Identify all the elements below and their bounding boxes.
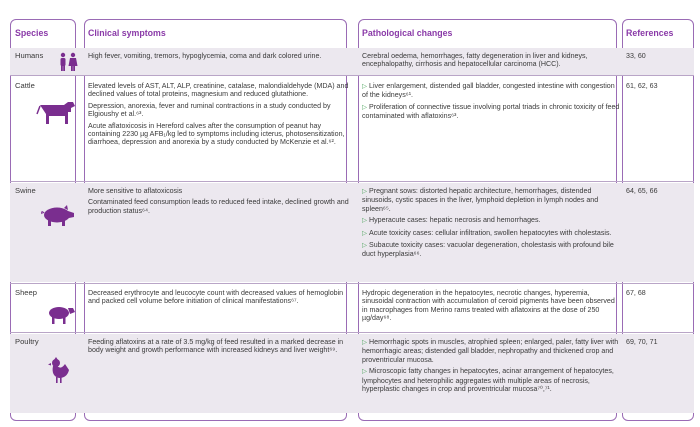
table-row: [10, 334, 694, 413]
header-species: Species: [15, 28, 49, 38]
pathological-changes-cell: [362, 187, 620, 262]
header-pathological: Pathological changes: [362, 28, 453, 38]
header-references: References: [626, 28, 674, 38]
pathological-text: Hyperacute cases: hepatic necrosis and hemorrhages.: [369, 216, 541, 225]
pathological-text: Subacute toxicity cases: vacuolar degeneration, cholestasis with profound bile duct hyperplasia⁶⁶.: [362, 241, 614, 259]
row-divider: [10, 283, 694, 284]
pathological-text: Microscopic fatty changes in hepatocytes, acinar arrangement of hepatocytes, lymphocytes and heterophilic aggregates with multiple areas of necrosis, hyperplastic changes in crop and proventricular mucosa⁷⁰,⁷¹.: [362, 367, 614, 394]
arrow-bullet-icon: ▷: [362, 188, 367, 195]
pathological-changes-cell: [362, 52, 620, 72]
references-cell: 64, 65, 66: [626, 187, 658, 195]
arrow-bullet-icon: ▷: [362, 229, 367, 237]
clinical-symptoms-cell: [88, 52, 350, 63]
pathological-text: Proliferation of connective tissue involving portal triads in chronic toxicity of feed contaminated with aflatoxins⁶³.: [362, 102, 620, 121]
pathological-changes-cell: [362, 82, 620, 124]
cow-icon: [36, 98, 76, 124]
arrow-bullet-icon: ▷: [362, 83, 367, 90]
pathological-item: [362, 216, 620, 225]
pathological-item: [362, 103, 620, 121]
species-label: Humans: [15, 51, 44, 60]
table-row: [10, 285, 694, 331]
references-cell: 69, 70, 71: [626, 338, 658, 346]
table-row: [10, 48, 694, 75]
humans-icon: [56, 52, 80, 72]
pathological-text: Acute toxicity cases: cellular infiltration, swollen hepatocytes with cholestasis.: [369, 228, 612, 237]
row-divider: [10, 75, 694, 76]
pathological-item: [362, 338, 620, 364]
references-cell: 33, 60: [626, 52, 646, 60]
references-cell: 61, 62, 63: [626, 82, 658, 90]
pathological-changes-cell: [362, 338, 620, 396]
clinical-text: More sensitive to aflatoxicosis: [88, 187, 183, 195]
clinical-text: Contaminated feed consumption leads to reduced feed intake, declined growth and production status⁶⁴.: [88, 198, 349, 215]
species-label: Poultry: [15, 337, 39, 346]
clinical-text: Elevated levels of AST, ALT, ALP, creatinine, catalase, malondialdehyde (MDA) and declined values of total proteins, magnesium and reduced glutathione.: [88, 82, 349, 99]
arrow-bullet-icon: ▷: [362, 339, 367, 346]
row-divider: [10, 181, 694, 182]
pathological-item: [362, 187, 620, 213]
pathological-item: [362, 229, 620, 238]
pathological-text: Hemorrhagic spots in muscles, atrophied spleen; enlarged, paler, fatty liver with hemorrhagic areas; distended gall bladder, nephropathy and thickened crop and proventricular mucosa.: [362, 338, 619, 364]
clinical-text: Feeding aflatoxins at a rate of 3.5 mg/kg of feed resulted in a marked decrease in body weight and growth performance with increased kidneys and liver weight⁶⁹.: [88, 338, 344, 355]
clinical-text: Decreased erythrocyte and leucocyte count with decreased values of hemoglobin and packed cell volume before initiation of clinical manifestations⁶⁷.: [88, 289, 344, 306]
pig-icon: [40, 205, 76, 227]
pathological-changes-cell: [362, 289, 620, 326]
clinical-symptoms-cell: [88, 82, 350, 150]
sheep-icon: [46, 303, 76, 325]
clinical-symptoms-cell: [88, 289, 350, 309]
pathological-text: Liver enlargement, distended gall bladder, congested intestine with congestion of the kidneys⁶¹.: [362, 82, 615, 100]
pathological-item: [362, 241, 620, 259]
clinical-text: Depression, anorexia, fever and ruminal contractions in a study conducted by Elgioushy et al.⁶³.: [88, 101, 331, 119]
arrow-bullet-icon: ▷: [362, 368, 367, 376]
species-label: Sheep: [15, 288, 37, 297]
species-label: Cattle: [15, 81, 35, 90]
arrow-bullet-icon: ▷: [362, 242, 367, 250]
arrow-bullet-icon: ▷: [362, 103, 367, 111]
clinical-symptoms-cell: [88, 187, 350, 218]
references-cell: 67, 68: [626, 289, 646, 297]
table-row: [10, 183, 694, 282]
pathological-item: [362, 367, 620, 393]
pathological-item: [362, 82, 620, 100]
species-label: Swine: [15, 186, 36, 195]
clinical-text: High fever, vomiting, tremors, hypoglycemia, coma and dark colored urine.: [88, 52, 322, 60]
arrow-bullet-icon: ▷: [362, 217, 367, 225]
header-clinical: Clinical symptoms: [88, 28, 166, 38]
row-divider: [10, 332, 694, 333]
chicken-icon: [46, 356, 72, 384]
pathological-text: Cerebral oedema, hemorrhages, fatty degeneration in liver and kidneys, encephalopathy, cirrhosis and hepatocellular carcinoma (HCC).: [362, 52, 588, 69]
clinical-text: Acute aflatoxicosis in Hereford calves after the consumption of peanut hay containing 2230 µg AFB₁/kg led to symptoms including icterus, photosensitization, diarrhoea, depression and anorexia by a study conducted by McKenzie et al.⁶².: [88, 121, 345, 147]
pathological-text: Hydropic degeneration in the hepatocytes, necrotic changes, hyperemia, sinusoidal contraction with accumulation of ceroid pigments have been observed in macrophages from Merino rams treated with aflatoxins at the dose of 250 µg/day⁶⁸.: [362, 289, 615, 323]
clinical-symptoms-cell: [88, 338, 350, 358]
pathological-text: Pregnant sows: distorted hepatic architecture, hemorrhages, distended sinusoids, cystic spaces in the liver, lymphoid depletion in lymph nodes and spleen⁶⁵.: [362, 187, 599, 213]
table-row: [10, 78, 694, 180]
